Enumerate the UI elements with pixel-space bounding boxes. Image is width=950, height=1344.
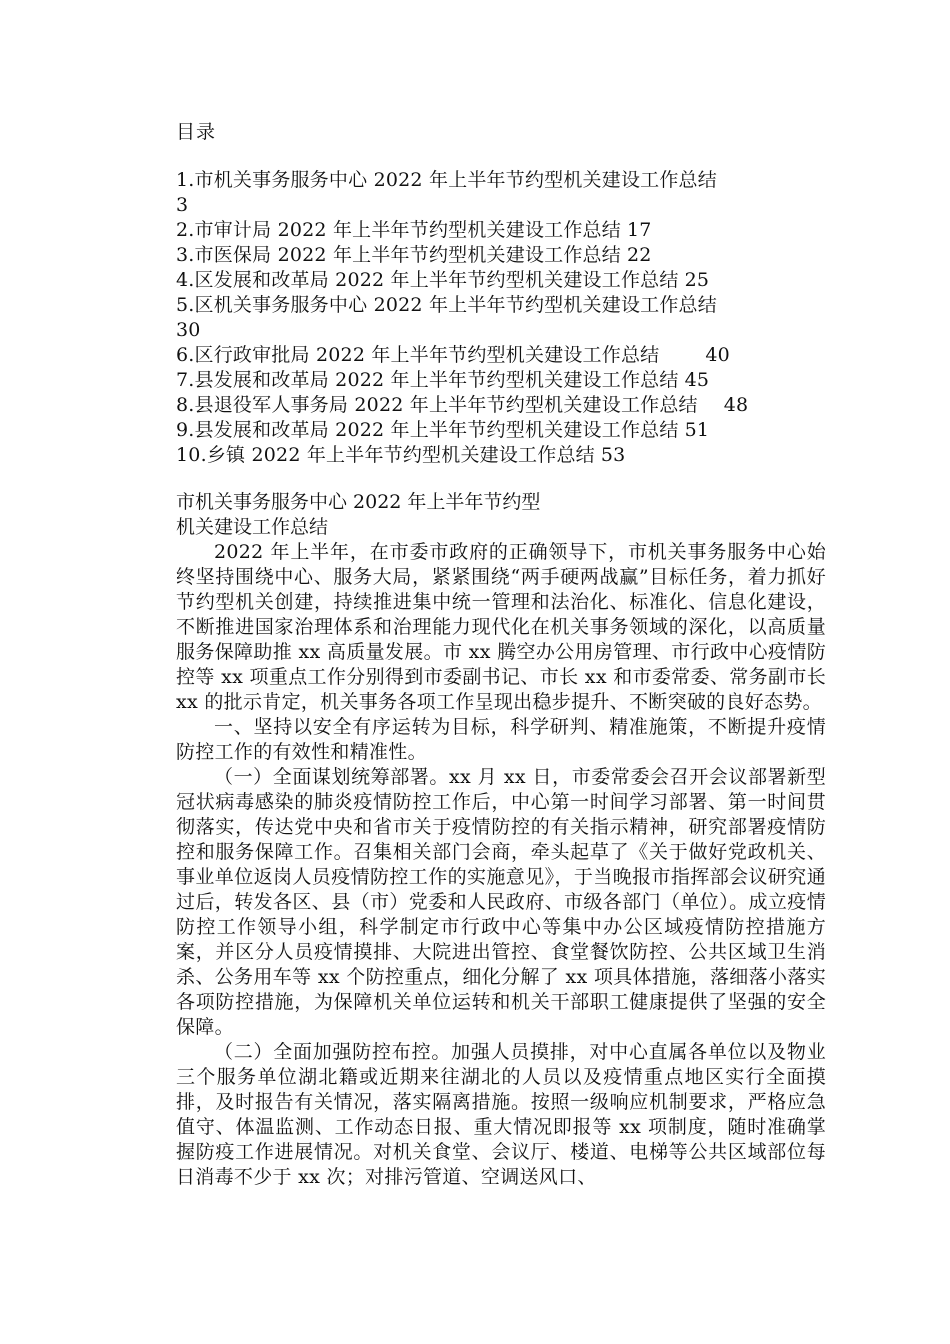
toc-item-text: 9.县发展和改革局 2022 年上半年节约型机关建设工作总结 xyxy=(176,419,679,441)
toc-item[interactable] xyxy=(176,418,826,443)
toc-item-text: 3.市医保局 2022 年上半年节约型机关建设工作总结 xyxy=(176,244,621,266)
toc-item-text: 6.区行政审批局 2022 年上半年节约型机关建设工作总结 xyxy=(176,344,660,366)
toc-item-page: 40 xyxy=(705,344,730,366)
toc-item-page: 30 xyxy=(176,319,201,341)
toc-item-text: 10.乡镇 2022 年上半年节约型机关建设工作总结 xyxy=(176,444,595,466)
toc-item-text: 5.区机关事务服务中心 2022 年上半年节约型机关建设工作总结 xyxy=(176,294,717,316)
toc-item-page: 51 xyxy=(684,419,710,441)
paragraph: （一）全面谋划统筹部署。xx 月 xx 日，市委常委会召开会议部署新型冠状病毒感染的肺炎疫情防控工作后，中心第一时间学习部署、第一时间贯彻落实，传达党中央和省市关于疫情防控的有关指示精神，研究部署疫情防控和服务保障工作。召集相关部门会商，牵头起草了《关于做好党政机关、事业单位返岗人员疫情防控工作的实施意见》，于当晚报市指挥部会议研究通过后，转发各区、县（市）党委和人民政府、市级各部门（单位）。成立疫情防控工作领导小组，科学制定市行政中心等集中办公区域疫情防控措施方案，并区分人员疫情摸排、大院进出管控、食堂餐饮防控、公共区域卫生消杀、公务用车等 xx 个防控重点，细化分解了 xx 项具体措施，落细落小落实各项防控措施，为保障机关单位运转和机关干部职工健康提供了坚强的安全保障。 xyxy=(176,766,826,1038)
toc-item-page: 25 xyxy=(684,269,710,291)
article-title-line: 市机关事务服务中心 2022 年上半年节约型 xyxy=(176,491,541,513)
toc-item[interactable] xyxy=(176,268,826,293)
toc-item[interactable] xyxy=(176,243,826,268)
toc-item[interactable] xyxy=(176,293,826,343)
toc-item[interactable] xyxy=(176,343,826,368)
toc-item[interactable] xyxy=(176,393,826,418)
toc-item[interactable] xyxy=(176,168,826,218)
toc-item-page: 3 xyxy=(176,194,189,216)
toc-item-text: 8.县退役军人事务局 2022 年上半年节约型机关建设工作总结 xyxy=(176,394,698,416)
paragraph: 一、坚持以安全有序运转为目标，科学研判、精准施策，不断提升疫情防控工作的有效性和精准性。 xyxy=(176,716,826,763)
paragraph: 2022 年上半年，在市委市政府的正确领导下，市机关事务服务中心始终坚持围绕中心、服务大局，紧紧围绕“两手硬两战赢”目标任务，着力抓好节约型机关创建，持续推进集中统一管理和法治化、标准化、信息化建设，不断推进国家治理体系和治理能力现代化在机关事务领域的深化，以高质量服务保障助推 xx 高质量发展。市 xx 腾空办公用房管理、市行政中心疫情防控等 xx 项重点工作分别得到市委副书记、市长 xx 和市委常委、常务副市长 xx 的批示肯定，机关事务各项工作呈现出稳步提升、不断突破的良好态势。 xyxy=(176,541,826,713)
toc-item-page: 53 xyxy=(600,444,626,466)
article-title xyxy=(176,490,826,540)
toc-title: 目录 xyxy=(176,121,217,143)
toc-item-page: 48 xyxy=(723,394,749,416)
toc-item-page: 17 xyxy=(626,219,652,241)
toc-item[interactable] xyxy=(176,218,826,243)
toc-item-text: 1.市机关事务服务中心 2022 年上半年节约型机关建设工作总结 xyxy=(176,169,717,191)
toc-item[interactable] xyxy=(176,443,826,468)
toc-item[interactable] xyxy=(176,368,826,393)
toc-item-text: 7.县发展和改革局 2022 年上半年节约型机关建设工作总结 xyxy=(176,369,679,391)
toc-item-text: 2.市审计局 2022 年上半年节约型机关建设工作总结 xyxy=(176,219,621,241)
toc-list xyxy=(176,168,826,468)
toc-item-text: 4.区发展和改革局 2022 年上半年节约型机关建设工作总结 xyxy=(176,269,679,291)
paragraph: （二）全面加强防控布控。加强人员摸排，对中心直属各单位以及物业三个服务单位湖北籍或近期来往湖北的人员以及疫情重点地区实行全面摸排，及时报告有关情况，落实隔离措施。按照一级响应机制要求，严格应急值守、体温监测、工作动态日报、重大情况即报等 xx 项制度，随时准确掌握防疫工作进展情况。对机关食堂、会议厅、楼道、电梯等公共区域部位每日消毒不少于 xx 次；对排污管道、空调送风口、 xyxy=(176,1041,826,1188)
toc-item-page: 45 xyxy=(684,369,710,391)
toc-item-page: 22 xyxy=(626,244,652,266)
article-title-line: 机关建设工作总结 xyxy=(176,516,329,538)
document-content xyxy=(176,118,826,1190)
